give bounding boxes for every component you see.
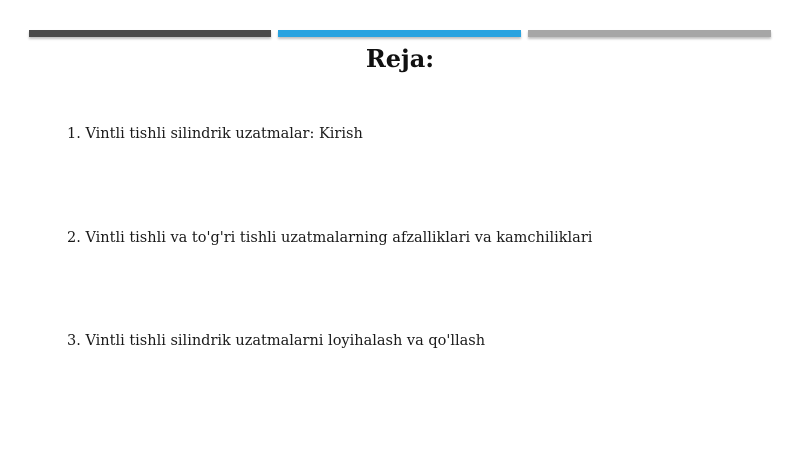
slide-title: Reja:	[365, 44, 435, 73]
plan-item-2: 2. Vintli tishli va to'g'ri tishli uzatmalarning afzalliklari va kamchiliklari	[67, 230, 593, 246]
header-bar-dark	[29, 30, 271, 37]
plan-item-1: 1. Vintli tishli silindrik uzatmalar: Kirish	[67, 126, 363, 142]
header-bar-blue	[278, 30, 521, 37]
header-bar-gray	[528, 30, 771, 37]
plan-item-3: 3. Vintli tishli silindrik uzatmalarni loyihalash va qo'llash	[67, 333, 486, 349]
